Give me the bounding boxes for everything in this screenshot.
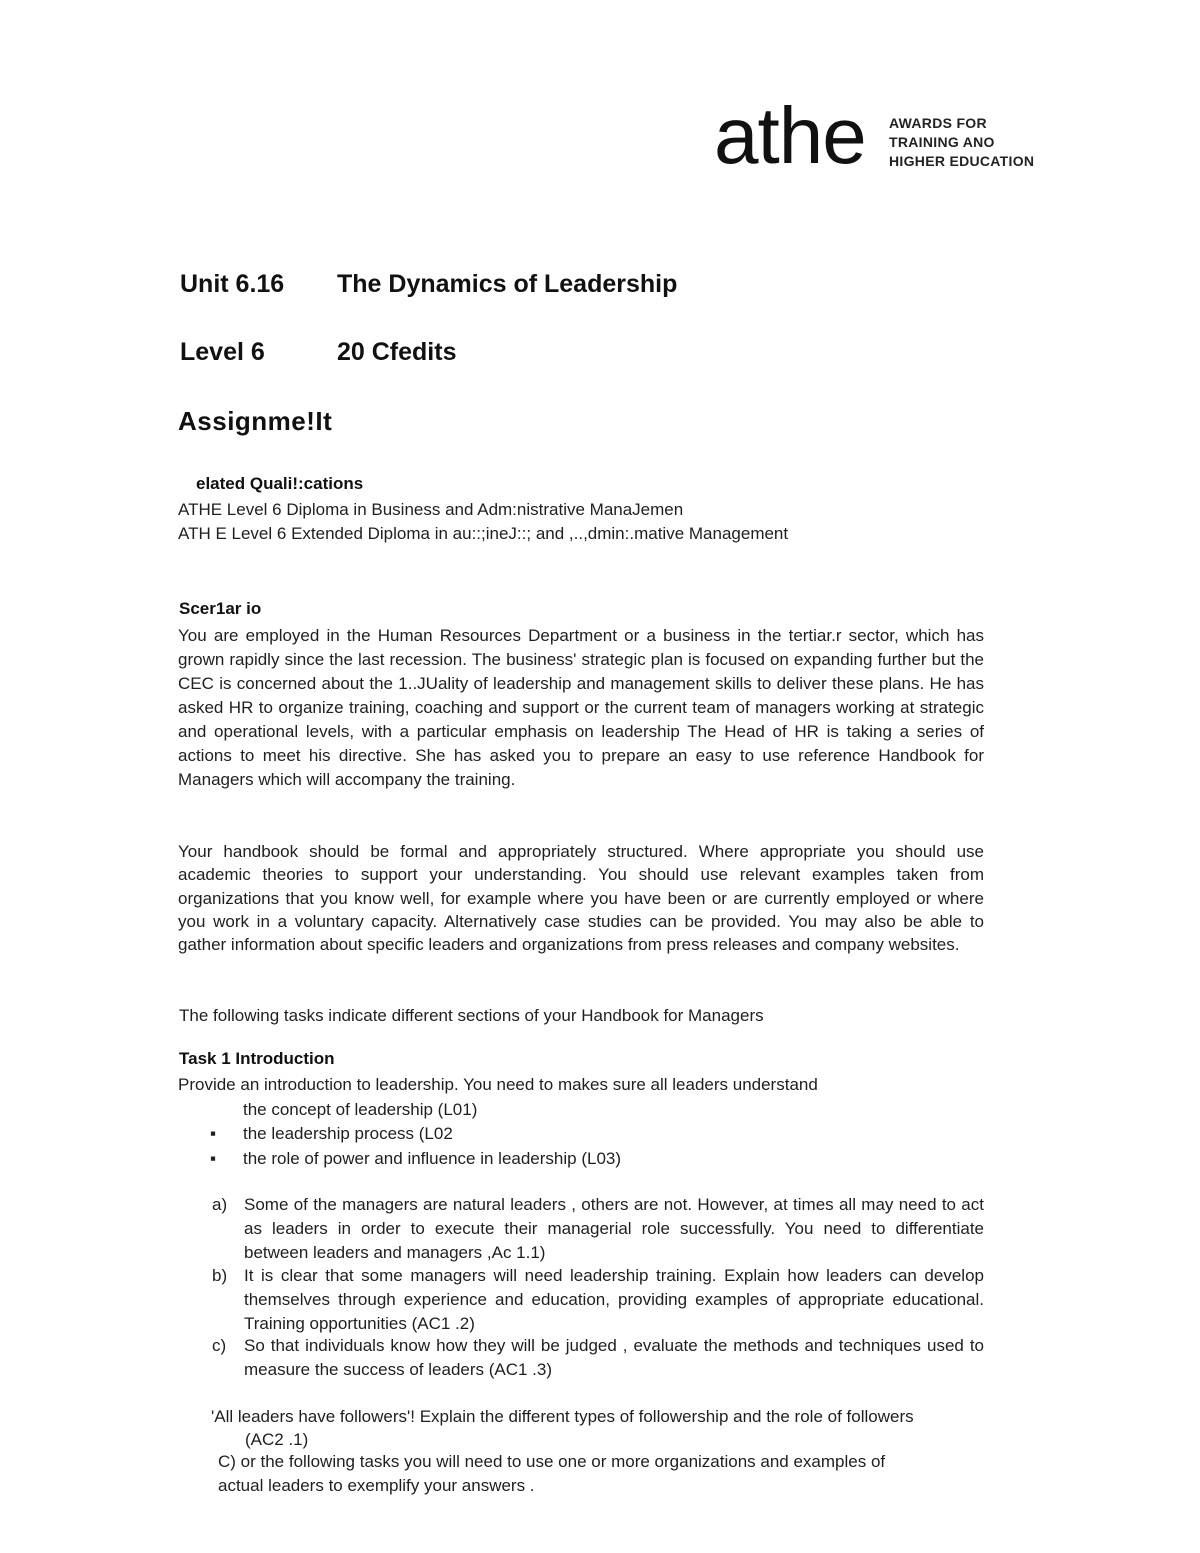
level-label: Level 6 [180,338,265,366]
followers-ac-reference: (AC2 .1) [245,1430,309,1449]
tagline-line: HIGHER EDUCATION [889,153,1035,169]
bullet-item [210,1098,477,1122]
task-item-b: It is clear that some managers will need leadership training. Explain how leaders can develop themselves through experience and education, providing examples of appropriate educational. Training opportunities (AC1 .2) [244,1266,984,1333]
athe-logo-tagline [889,114,1034,171]
qualification-item: ATH E Level 6 Extended Diploma in au::;ineJ::; and ,..,dmin:.mative Management [178,524,789,543]
bullet-text: the leadership process (L02 [243,1124,453,1143]
closing-instruction: actual leaders to exemplify your answers . [218,1476,535,1495]
unit-title: The Dynamics of Leadership [337,270,678,298]
assignment-heading: Assignme!It [178,406,333,436]
qualifications-heading: elated Quali!:cations [196,474,364,493]
unit-code: Unit 6.16 [180,270,285,298]
scenario-paragraph: You are employed in the Human Resources Department or a business in the tertiar.r sector, which has grown rapidly since the last recession. The business' strategic plan is focused on expanding further but the CEC is concerned about the 1..JUality of leadership and management skills to deliver these plans. He has asked HR to organize training, coaching and support or the current team of managers working at strategic and operational levels, with a particular emphasis on leadership The Head of HR is taking a series of actions to meet his directive. She has asked you to prepare an easy to use reference Handbook for Managers which will accompany the training. [178,626,984,789]
tasks-intro-line: The following tasks indicate different sections of your Handbook for Managers [179,1006,764,1025]
task-item-a: Some of the managers are natural leaders , others are not. However, at times all may need to act as leaders in order to execute their managerial role successfully. You need to differentiate between leaders and managers ,Ac 1.1) [244,1195,984,1262]
item-marker: c) [212,1336,227,1355]
bullet-marker: ▪ [210,1124,217,1143]
bullet-item [210,1122,453,1146]
athe-logo-wordmark: athe [714,91,866,180]
tagline-line: TRAINING ANO [889,134,995,150]
bullet-marker: ▪ [210,1149,217,1168]
task1-intro: Provide an introduction to leadership. You need to makes sure all leaders understand [178,1075,818,1094]
task1-heading: Task 1 Introduction [179,1049,335,1068]
handbook-paragraph: Your handbook should be formal and appropriately structured. Where appropriate you should use academic theories to support your understanding. You should use relevant examples taken from organizations that you know well, for example where you have been or are currently employed or where you work in a voluntary capacity. Alternatively case studies can be provided. You may also be able to gather information about specific leaders and organizations from press releases and company websites. [178,842,984,955]
task-item-c: So that individuals know how they will be judged , evaluate the methods and techniques used to measure the success of leaders (AC1 .3) [244,1336,984,1379]
bullet-text: the concept of leadership (L01) [243,1100,478,1119]
qualification-item: ATHE Level 6 Diploma in Business and Adm:nistrative ManaJemen [178,500,684,519]
bullet-text: the role of power and influence in leadership (L03) [243,1149,622,1168]
bullet-item [210,1147,621,1171]
closing-instruction: C) or the following tasks you will need to use one or more organizations and examples of [218,1452,886,1471]
item-marker: a) [212,1195,228,1214]
followers-question: 'All leaders have followers'! Explain the different types of followership and the role of followers [211,1407,914,1426]
item-marker: b) [212,1266,228,1285]
credits-label: 20 Cfedits [337,338,457,366]
scenario-heading: Scer1ar io [179,599,262,618]
tagline-line: AWARDS FOR [889,115,987,131]
